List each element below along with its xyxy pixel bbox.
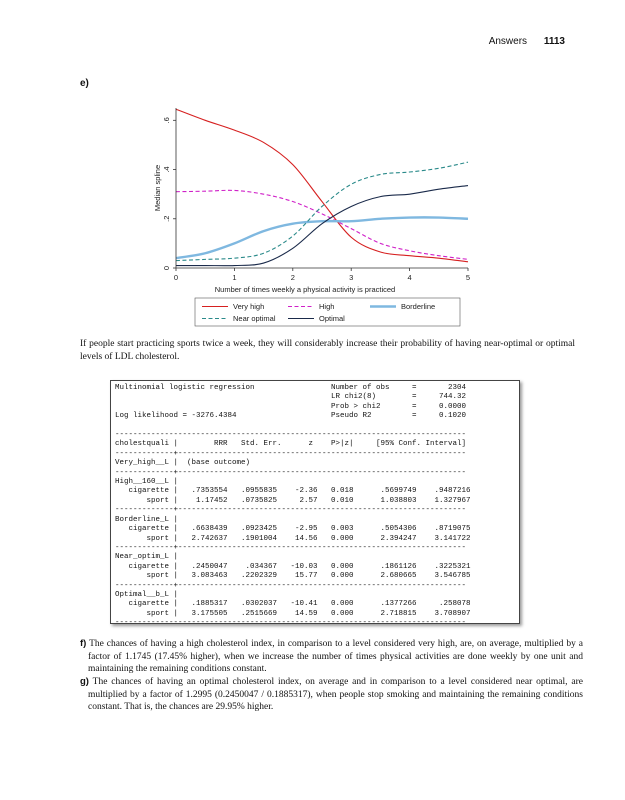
answer-f bbox=[80, 638, 583, 676]
plot-frame bbox=[176, 108, 468, 268]
page-header bbox=[489, 36, 565, 47]
y-tick-label: 0 bbox=[162, 265, 171, 271]
chart-legend bbox=[195, 298, 460, 326]
plot-area bbox=[176, 108, 468, 268]
legend-label: Near optimal bbox=[233, 314, 276, 323]
section-title: Answers bbox=[488, 36, 528, 47]
y-axis-label: Median spline bbox=[153, 164, 162, 212]
answer-f-text: The chances of having a high cholesterol index, in comparison to a level considered very high, are, on average, multiplied by a factor of 1.1745 (17.45% higher), when we increase the number of times physical activities are done weekly by one unit and maintaining the remaining conditions constant. bbox=[86, 639, 583, 674]
answer-g bbox=[80, 676, 583, 714]
x-tick-label: 4 bbox=[407, 273, 412, 282]
paragraph-e: If people start practicing sports twice a week, they will considerably increase their probability of having near-optimal or optimal levels of LDL cholesterol. bbox=[80, 339, 575, 362]
legend-label: Very high bbox=[233, 302, 265, 311]
answer-g-text: The chances of having an optimal cholesterol index, on average and in comparison to a level considered near optimal, are multiplied by a factor of 1.2995 (0.2450047 / 0.1885317), when people stop smoking and maintaining the remaining conditions constant. That is, the chances are 29.95% higher. bbox=[88, 677, 583, 712]
stata-output-box bbox=[110, 380, 520, 628]
y-tick-label: .6 bbox=[162, 117, 171, 124]
spline-chart bbox=[140, 100, 480, 330]
legend-label: Borderline bbox=[401, 302, 436, 311]
answer-f-label: f) bbox=[80, 638, 87, 649]
part-label: e) bbox=[80, 78, 89, 89]
legend-label: High bbox=[319, 302, 335, 311]
legend-label: Optimal bbox=[319, 314, 345, 323]
x-tick-label: 1 bbox=[232, 273, 237, 282]
x-tick-label: 0 bbox=[173, 273, 179, 282]
answer-g-label: g) bbox=[80, 676, 89, 687]
x-tick-label: 2 bbox=[290, 273, 295, 282]
y-tick-label: .4 bbox=[162, 166, 171, 173]
page-number: 1113 bbox=[543, 36, 565, 47]
x-axis-label: Number of times weekly a physical activity is practiced bbox=[214, 285, 396, 294]
regression-output: Multinomial logistic regression Number of obs = 2304 LR chi2(8) = 744.32 Prob > chi2 = 0.0000 Log likelihood = -3276.4384 Pseudo R2 = 0.1020 ------------------------------------------------------------------------------ cholestquali | RRR Std. Err. z P>|z| [95% Conf. Interval] -------------+---------------------------------------------------------------- Very_high__L | (base outcome) -------------+---------------------------------------------------------------- High__160__L | cigarette | .7353554 .0955835 -2.36 0.018 .5699749 .9487216 sport | 1.17452 .0735825 2.57 0.010 1.038803 1.327967 -------------+---------------------------------------------------------------- Borderline_L | cigarette | .6638439 .0923425 -2.95 0.003 .5054306 .8719075 sport | 2.742637 .1901004 14.56 0.000 2.394247 3.141722 -------------+---------------------------------------------------------------- Near_optim_L | cigarette | .2450047 .034367 -10.03 0.000 .1861126 .3225321 sport | 3.083463 .2202329 15.77 0.000 2.680665 3.546785 -------------+---------------------------------------------------------------- Optimal__b_L | cigarette | .1885317 .0302037 -10.41 0.000 .1377266 .258078 sport | 3.175505 .2515669 14.59 0.000 2.718815 3.708907 ------------------------------------------------------------------------------ bbox=[115, 384, 471, 628]
y-tick-label: .2 bbox=[162, 215, 171, 222]
x-tick-label: 3 bbox=[349, 273, 354, 282]
x-tick-label: 5 bbox=[465, 273, 471, 282]
